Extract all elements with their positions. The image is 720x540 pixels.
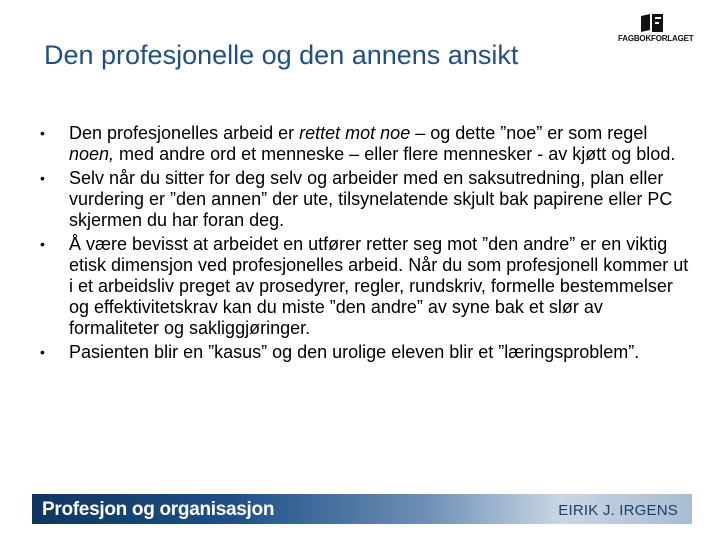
bullet-text: Pasienten blir en ”kasus” og den urolige eleven blir et ”læringsproblem”. <box>69 342 640 362</box>
bullet-item <box>40 123 690 165</box>
publisher-logo <box>618 14 694 46</box>
bullet-marker: • <box>40 170 45 186</box>
bullet-list <box>40 123 690 366</box>
bullet-marker: • <box>40 344 45 360</box>
book-logo-icon <box>640 14 664 32</box>
bullet-item <box>40 342 690 363</box>
bullet-marker: • <box>40 125 45 141</box>
slide-title: Den profesjonelle og den annens ansikt <box>44 40 519 70</box>
bullet-text: – og dette ”noe” er som regel <box>410 123 648 143</box>
bullet-marker: • <box>40 236 45 252</box>
footer-author: EIRIK J. IRGENS <box>558 502 678 519</box>
bullet-emphasis: noen, <box>69 144 115 164</box>
footer-banner <box>32 494 692 524</box>
footer-course-title: Profesjon og organisasjon <box>42 499 275 520</box>
bullet-text: Selv når du sitter for deg selv og arbeider med en saksutredning, plan eller vurdering er ”den annen” der ute, tilsynelatende skjult bak papirene eller PC skjermen du har foran deg. <box>69 168 673 230</box>
bullet-text: Den profesjonelles arbeid er <box>69 123 300 143</box>
bullet-text: Å være bevisst at arbeidet en utfører retter seg mot ”den andre” er en viktig etisk dimensjon ved profesjonelles arbeid. Når du som profesjonell kommer ut i et arbeidsliv preget av prosedyrer, regler, rundskriv, formelle bestemmelser og effektivitetskrav kan du miste ”den andre” av syne bak et slør av formaliteter og sakliggjøringer. <box>69 234 689 338</box>
bullet-item <box>40 234 690 339</box>
bullet-item <box>40 168 690 231</box>
logo-text: FAGBOKFORLAGET <box>618 34 694 43</box>
bullet-emphasis: rettet mot noe <box>299 123 411 143</box>
bullet-text: med andre ord et menneske – eller flere mennesker - av kjøtt og blod. <box>114 144 676 164</box>
